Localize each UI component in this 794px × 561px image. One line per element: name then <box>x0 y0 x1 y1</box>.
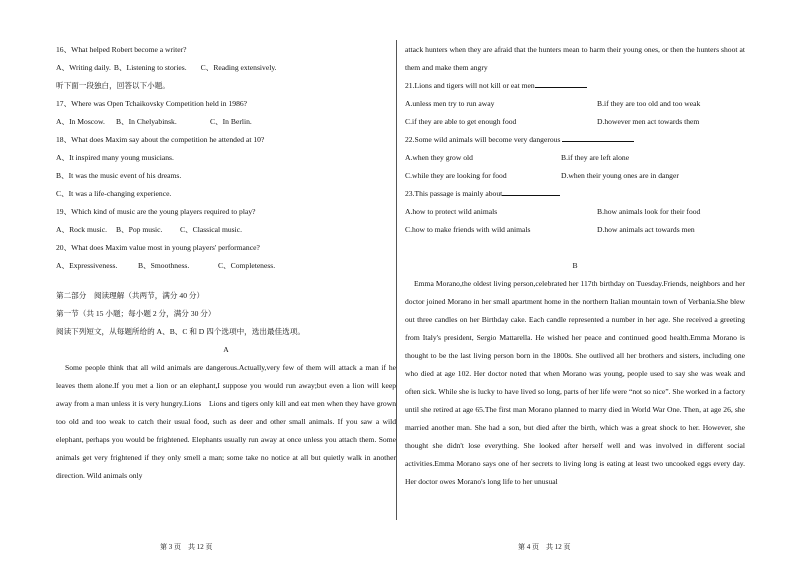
question-22-options-2 <box>405 167 745 185</box>
option-22-d: D.when their young ones are in danger <box>561 171 679 180</box>
question-23-options-1 <box>405 203 745 221</box>
option-23-b: B.how animals look for their food <box>597 207 701 216</box>
option-17-b: B、In Chelyabinsk. <box>116 117 177 126</box>
left-column <box>56 41 396 485</box>
question-23-options-2 <box>405 221 745 239</box>
option-20-b: B、Smoothness. <box>138 261 190 270</box>
option-19-c: C、Classical music. <box>180 225 243 234</box>
question-18: 18、What does Maxim say about the competition he attended at 10? <box>56 135 265 144</box>
option-19-b: B、Pop music. <box>116 225 163 234</box>
question-21-options-1 <box>405 95 745 113</box>
question-20-options <box>56 257 396 275</box>
option-21-d: D.however men act towards them <box>597 117 700 126</box>
answer-blank-22[interactable] <box>562 132 634 142</box>
option-23-d: D.how animals act towards men <box>597 225 695 234</box>
section1-heading: 第一节（共 15 小题；每小题 2 分，满分 30 分） <box>56 309 216 318</box>
option-21-a: A.unless men try to run away <box>405 99 495 108</box>
section1-instruction: 阅读下列短文，从每题所给的 A、B、C 和 D 四个选项中，选出最佳选项。 <box>56 327 305 336</box>
option-23-a: A.how to protect wild animals <box>405 207 498 216</box>
right-column <box>405 41 745 509</box>
question-16-options <box>56 59 396 77</box>
option-16-b: B、Listening to stories. <box>113 63 187 72</box>
question-19: 19、Which kind of music are the young players required to play? <box>56 207 256 216</box>
option-17-a: A、In Moscow. <box>56 117 105 126</box>
answer-blank-21[interactable] <box>535 78 587 88</box>
question-21-options-2 <box>405 113 745 131</box>
question-23: 23.This passage is mainly about <box>405 185 745 203</box>
part2-heading: 第二部分 阅读理解（共两节，满分 40 分） <box>56 291 205 300</box>
option-23-c: C.how to make friends with wild animals <box>405 225 531 234</box>
option-21-b: B.if they are too old and too weak <box>597 99 701 108</box>
passage-a-continued: attack hunters when they are afraid that the hunters mean to harm their young ones, or then the hunters shoot at them and make them angry <box>405 45 745 72</box>
answer-blank-23[interactable] <box>502 186 560 196</box>
option-18-b: B、It was the music event of his dreams. <box>56 171 182 180</box>
page-number-right: 第 4 页 共 12 页 <box>518 543 571 551</box>
option-22-b: B.if they are left alone <box>561 153 630 162</box>
question-17: 17、Where was Open Tchaikovsky Competition held in 1986? <box>56 99 248 108</box>
option-16-a: A、Writing daily. <box>56 63 111 72</box>
passage-b-text: Emma Morano,the oldest living person,celebrated her 117th birthday on Tuesday.Friends, neighbors and her doctor joined Morano in her small apartment home in the northern Italian mountain town of Verbania.She blew out three candles on her Birthday cake. Each candle represented a number in her age. She received a greeting from Italy's president, Sergio Mattarella. He wished her peace and continued good health.Emma Morano is thought to be the last living person born in the 1800s. She outlived all her brothers and sisters, including one who died at age 102. Her doctor noted that when Morano was young, people used to say she was weak and often sick. While she is lucky to have lived so long, parts of her life were “not so nice”. She worked in a factory until she retired at age 65.The first man Morano planned to marry died in World War One. Then, at age 26, she married another man. She had a son, but died after the birth, which was a great shock to her. However, she thought she didn't lose everything. She looked after herself well and was involved in different social activities.Emma Morano says one of her secrets to living long is eating at least two uncooked eggs every day. Her doctor owes Morano's long life to her unusual <box>405 279 745 486</box>
column-divider <box>396 40 397 520</box>
instruction-17-18: 听下面一段独白，回答以下小题。 <box>56 81 170 90</box>
question-22-options-1 <box>405 149 745 167</box>
question-21: 21.Lions and tigers will not kill or eat men <box>405 77 745 95</box>
option-20-c: C、Completeness. <box>218 261 276 270</box>
option-18-c: C、It was a life-changing experience. <box>56 189 172 198</box>
option-17-c: C、In Berlin. <box>210 117 252 126</box>
passage-a-text: Some people think that all wild animals are dangerous.Actually,very few of them will attack a man if he leaves them alone.If you met a lion or an elephant,I suppose you would run away;but even a lion will keep away from a man unless it is very hungry.Lions Lions and tigers only kill and eat men when they have grown too old and too weak to catch their usual food, such as deer and other small animals. If you saw a wild elephant, perhaps you would be frightened. Elephants usually run away at once unless you attach them. Some animals get very frightened if they only smell a man; some take no notice at all but quietly walk in another direction. Wild animals only <box>56 363 396 480</box>
option-20-a: A、Expressiveness. <box>56 261 118 270</box>
option-21-c: C.if they are able to get enough food <box>405 117 517 126</box>
option-22-a: A.when they grow old <box>405 153 473 162</box>
passage-b-label: B <box>572 261 578 270</box>
option-16-c: C、Reading extensively. <box>200 63 277 72</box>
option-22-c: C.while they are looking for food <box>405 171 507 180</box>
question-22: 22.Some wild animals will become very dangerous <box>405 131 745 149</box>
question-17-options <box>56 113 396 131</box>
option-19-a: A、Rock music. <box>56 225 108 234</box>
question-20: 20、What does Maxim value most in young players' performance? <box>56 243 260 252</box>
passage-a-label: A <box>223 345 229 354</box>
option-18-a: A、It inspired many young musicians. <box>56 153 174 162</box>
question-16: 16、What helped Robert become a writer? <box>56 45 187 54</box>
page-number-left: 第 3 页 共 12 页 <box>160 543 213 551</box>
question-19-options <box>56 221 396 239</box>
